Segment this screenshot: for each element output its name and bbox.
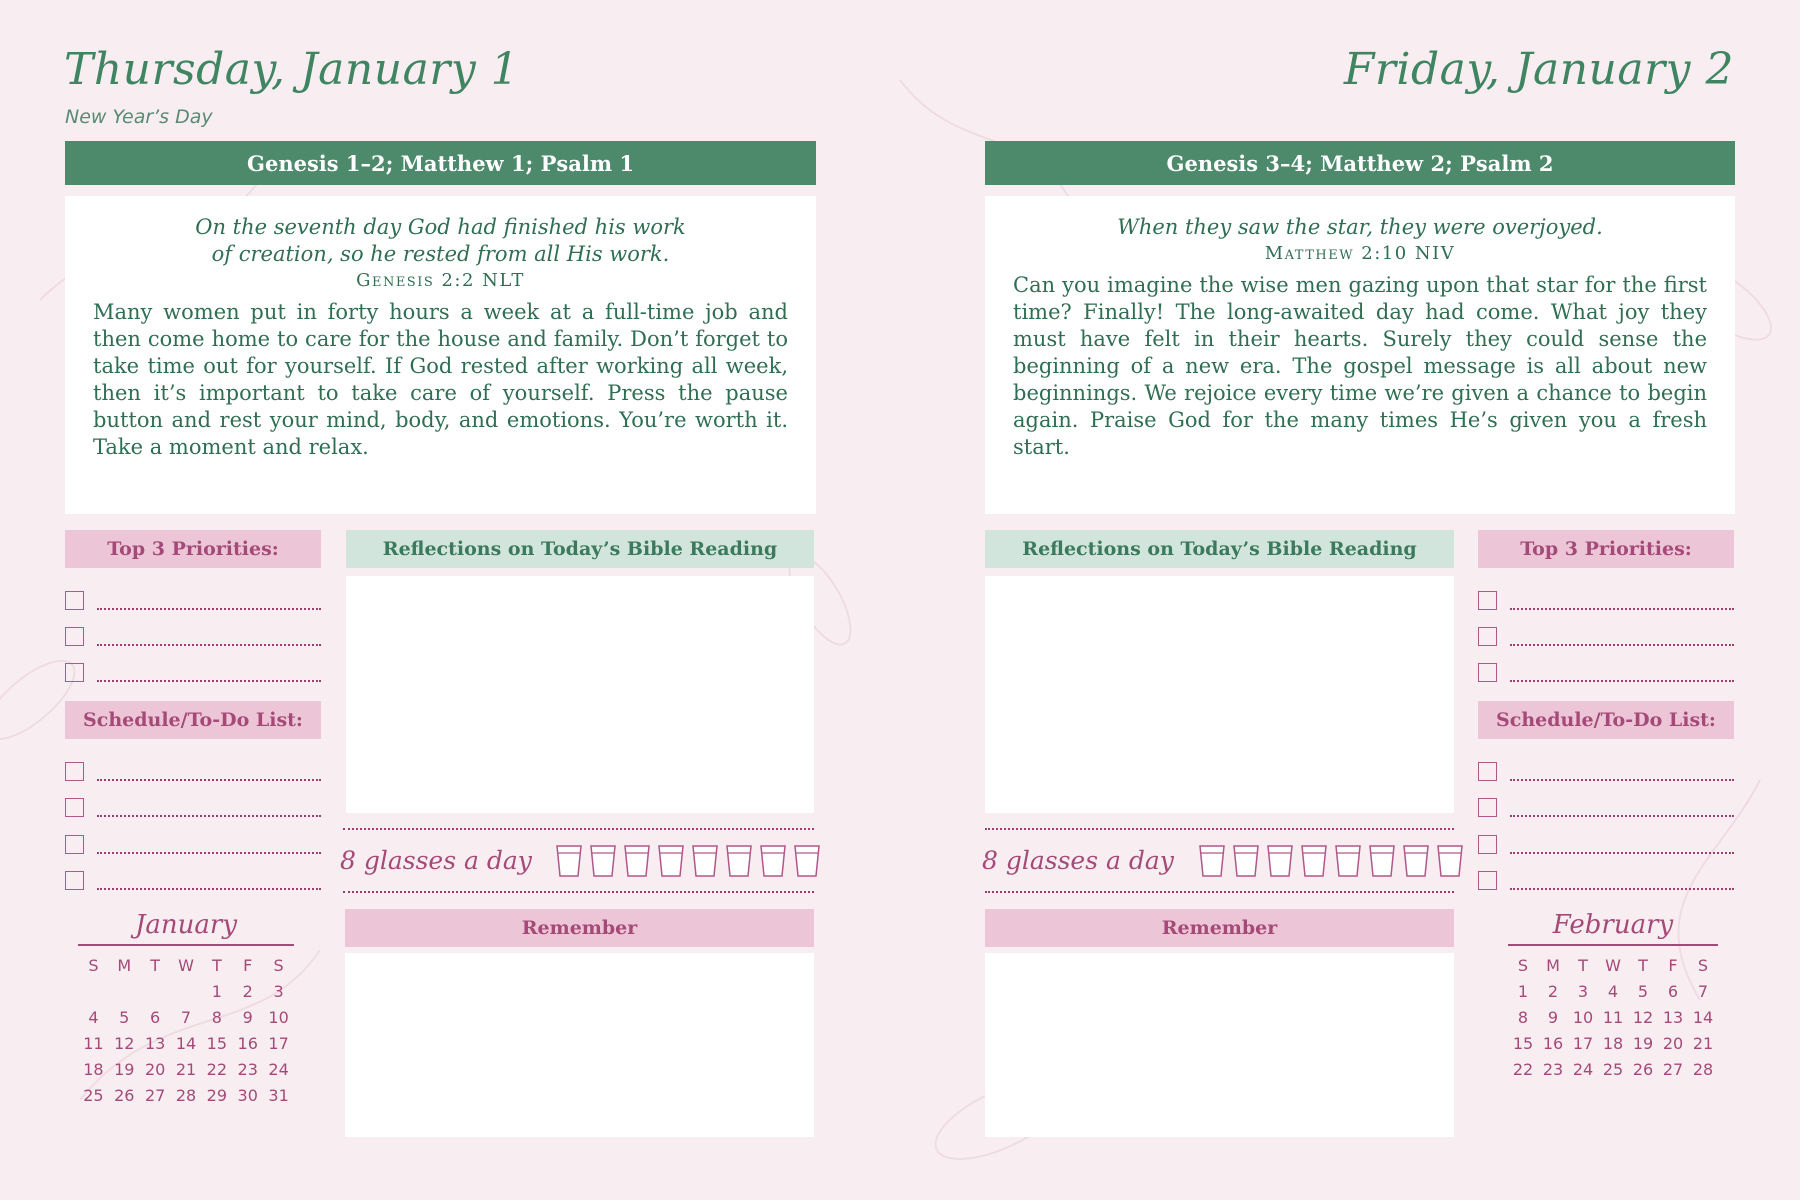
priority-item[interactable] [1478,622,1734,646]
calendar-day [140,982,171,1001]
weekday-label: M [1546,956,1560,975]
checkbox-icon[interactable] [1478,762,1497,781]
checkbox-icon[interactable] [65,835,84,854]
calendar-day: 16 [237,1034,258,1053]
calendar-day: 31 [268,1086,289,1105]
verse-line: On the seventh day God had finished his work [195,215,686,239]
write-line [97,670,321,682]
calendar-day: 10 [1572,1008,1594,1027]
water-glass-icon[interactable] [1198,844,1226,878]
calendar-day: 27 [144,1086,166,1105]
weekday-label: S [1517,956,1529,975]
calendar-day: 15 [206,1034,228,1053]
todo-item[interactable] [65,866,321,890]
calendar-day: 23 [237,1060,258,1079]
calendar-day: 21 [1692,1034,1714,1053]
checkbox-icon[interactable] [65,762,84,781]
calendar-day: 3 [1577,982,1589,1001]
todo-item[interactable] [1478,830,1734,854]
calendar-day: 25 [83,1086,104,1105]
calendar-day: 29 [206,1086,228,1105]
priority-item[interactable] [65,622,321,646]
calendar-day: 13 [144,1034,166,1053]
devotional-text: Can you imagine the wise men gazing upon that star for the first time? Finally! The long-awaited day had come. What joy they must have felt in their hearts. Surely they could sense the beginning of a new era. The gospel message is all about new beginnings. We rejoice every time we’re given a chance to begin again. Praise God for the many times He’s given you a fresh start. [1013,273,1707,459]
todo-item[interactable] [65,830,321,854]
write-line [1510,805,1734,817]
checkbox-icon[interactable] [65,591,84,610]
water-tracker [1198,844,1464,878]
calendar-day [109,982,140,1001]
weekday-label: W [1605,956,1621,975]
weekday-label: T [211,956,222,975]
calendar-day: 26 [114,1086,135,1105]
devotional-box [65,196,816,514]
write-line [1510,769,1734,781]
calendar-day [171,982,202,1001]
calendar-rule [78,944,294,946]
calendar-day: 10 [268,1008,289,1027]
reflections-area[interactable] [985,576,1454,813]
calendar-day: 11 [83,1034,104,1053]
priorities-header: Top 3 Priorities: [1478,530,1734,568]
calendar-day: 1 [1517,982,1529,1001]
water-glass-icon[interactable] [1368,844,1396,878]
calendar-day [78,982,109,1001]
write-line [97,842,321,854]
reflections-header: Reflections on Today’s Bible Reading [346,530,814,568]
schedule-header: Schedule/To-Do List: [65,701,321,739]
calendar-day: 9 [1547,1008,1559,1027]
checkbox-icon[interactable] [1478,663,1497,682]
calendar-rule [1508,944,1718,946]
divider [343,828,814,830]
water-glass-icon[interactable] [657,844,685,878]
water-glass-icon[interactable] [1300,844,1328,878]
verse-reference: Genesis 2:2 NLT [356,270,525,291]
priority-item[interactable] [1478,658,1734,682]
write-line [1510,878,1734,890]
day-title: Friday, January 2 [1343,44,1734,95]
calendar-day: 21 [175,1060,197,1079]
water-glass-icon[interactable] [1436,844,1464,878]
calendar-day: 2 [1547,982,1559,1001]
devotional-box [985,196,1735,514]
weekday-label: S [88,956,99,975]
calendar-day: 28 [1692,1060,1714,1079]
calendar-day: 14 [1692,1008,1714,1027]
calendar-month: January [134,910,238,940]
calendar-day: 18 [1602,1034,1624,1053]
calendar-day: 8 [211,1008,222,1027]
weekday-label: T [1638,956,1648,975]
priority-item[interactable] [65,658,321,682]
weekday-label: T [150,956,161,975]
calendar-day: 7 [1697,982,1709,1001]
write-line [97,598,321,610]
calendar-grid [78,956,294,1105]
verse-reference: Matthew 2:10 NIV [1264,243,1456,264]
calendar-day: 15 [1512,1034,1534,1053]
remember-area[interactable] [985,953,1454,1137]
priority-item[interactable] [65,586,321,610]
weekday-label: S [273,956,284,975]
write-line [1510,598,1734,610]
mini-calendar [78,910,294,1105]
checkbox-icon[interactable] [1478,871,1497,890]
calendar-day: 30 [237,1086,258,1105]
calendar-day: 24 [1572,1060,1594,1079]
weekday-label: T [1578,956,1588,975]
remember-header: Remember [345,909,814,947]
water-glass-icon[interactable] [1402,844,1430,878]
water-glass-icon[interactable] [589,844,617,878]
calendar-day: 20 [144,1060,166,1079]
verse-line: When they saw the star, they were overjoyed. [1117,215,1603,239]
water-glass-icon[interactable] [1232,844,1260,878]
verse-line: of creation, so he rested from all His work. [211,242,670,266]
divider [343,891,814,893]
weekday-label: F [1668,956,1678,975]
priority-item[interactable] [1478,586,1734,610]
calendar-day: 27 [1662,1060,1684,1079]
calendar-day: 16 [1542,1034,1564,1053]
devotional-text: Many women put in forty hours a week at a full-time job and then come home to care for the house and family. Don’t forget to take time out for yourself. If God rested after working all week, then it’s important to take care of yourself. Press the pause button and rest your mind, body, and emotions. You’re worth it. Take a moment and relax. [93,300,788,459]
calendar-day: 17 [268,1034,289,1053]
water-glass-icon[interactable] [555,844,583,878]
water-glass-icon[interactable] [691,844,719,878]
calendar-day: 13 [1662,1008,1684,1027]
calendar-day: 9 [242,1008,253,1027]
calendar-day: 22 [1512,1060,1534,1079]
todo-item[interactable] [1478,866,1734,890]
calendar-day: 20 [1662,1034,1684,1053]
remember-area[interactable] [345,953,814,1137]
reflections-header: Reflections on Today’s Bible Reading [985,530,1454,568]
calendar-day: 8 [1517,1008,1529,1027]
calendar-day: 28 [175,1086,197,1105]
checkbox-icon[interactable] [65,663,84,682]
calendar-day: 3 [273,982,284,1001]
calendar-day: 26 [1632,1060,1654,1079]
calendar-day: 5 [119,1008,130,1027]
checkbox-icon[interactable] [65,627,84,646]
water-glass-icon[interactable] [1266,844,1294,878]
water-glass-icon[interactable] [759,844,787,878]
calendar-day: 19 [114,1060,135,1079]
weekday-label: M [117,956,132,975]
day-title: Thursday, January 1 [64,44,520,95]
bible-reading-header: Genesis 3–4; Matthew 2; Psalm 2 [985,141,1735,185]
write-line [97,769,321,781]
checkbox-icon[interactable] [1478,798,1497,817]
mini-calendar [1508,910,1718,1079]
reflections-area[interactable] [346,576,814,813]
divider [985,828,1454,830]
divider [985,891,1454,893]
calendar-grid [1508,956,1718,1079]
write-line [1510,670,1734,682]
write-line [97,805,321,817]
weekday-label: F [243,956,253,975]
calendar-day: 12 [1632,1008,1654,1027]
calendar-day: 1 [211,982,222,1001]
calendar-day: 22 [206,1060,228,1079]
water-glass-icon[interactable] [793,844,821,878]
write-line [97,634,321,646]
calendar-day: 4 [88,1008,99,1027]
calendar-day: 19 [1632,1034,1654,1053]
holiday-label: New Year’s Day [65,106,213,128]
remember-header: Remember [985,909,1454,947]
checkbox-icon[interactable] [1478,627,1497,646]
todo-item[interactable] [1478,757,1734,781]
water-tracker-label: 8 glasses a day [340,846,532,875]
calendar-day: 4 [1607,982,1619,1001]
priorities-header: Top 3 Priorities: [65,530,321,568]
write-line [97,878,321,890]
water-tracker-label: 8 glasses a day [982,846,1174,875]
calendar-day: 24 [268,1060,289,1079]
calendar-day: 6 [150,1008,161,1027]
write-line [1510,842,1734,854]
calendar-day: 7 [180,1008,192,1027]
bible-reading-header: Genesis 1–2; Matthew 1; Psalm 1 [65,141,816,185]
water-tracker [555,844,821,878]
water-glass-icon[interactable] [1334,844,1362,878]
calendar-day: 5 [1637,982,1649,1001]
write-line [1510,634,1734,646]
calendar-day: 2 [242,982,253,1001]
calendar-day: 6 [1667,982,1679,1001]
todo-item[interactable] [65,757,321,781]
calendar-day: 18 [83,1060,104,1079]
calendar-day: 17 [1572,1034,1594,1053]
water-glass-icon[interactable] [725,844,753,878]
checkbox-icon[interactable] [65,871,84,890]
weekday-label: S [1697,956,1709,975]
calendar-day: 12 [114,1034,135,1053]
checkbox-icon[interactable] [65,798,84,817]
todo-item[interactable] [65,793,321,817]
calendar-day: 14 [175,1034,197,1053]
calendar-day: 25 [1602,1060,1624,1079]
weekday-label: W [178,956,194,975]
calendar-day: 23 [1542,1060,1564,1079]
checkbox-icon[interactable] [1478,835,1497,854]
water-glass-icon[interactable] [623,844,651,878]
checkbox-icon[interactable] [1478,591,1497,610]
schedule-header: Schedule/To-Do List: [1478,701,1734,739]
todo-item[interactable] [1478,793,1734,817]
calendar-day: 11 [1602,1008,1624,1027]
calendar-month: February [1552,910,1674,940]
